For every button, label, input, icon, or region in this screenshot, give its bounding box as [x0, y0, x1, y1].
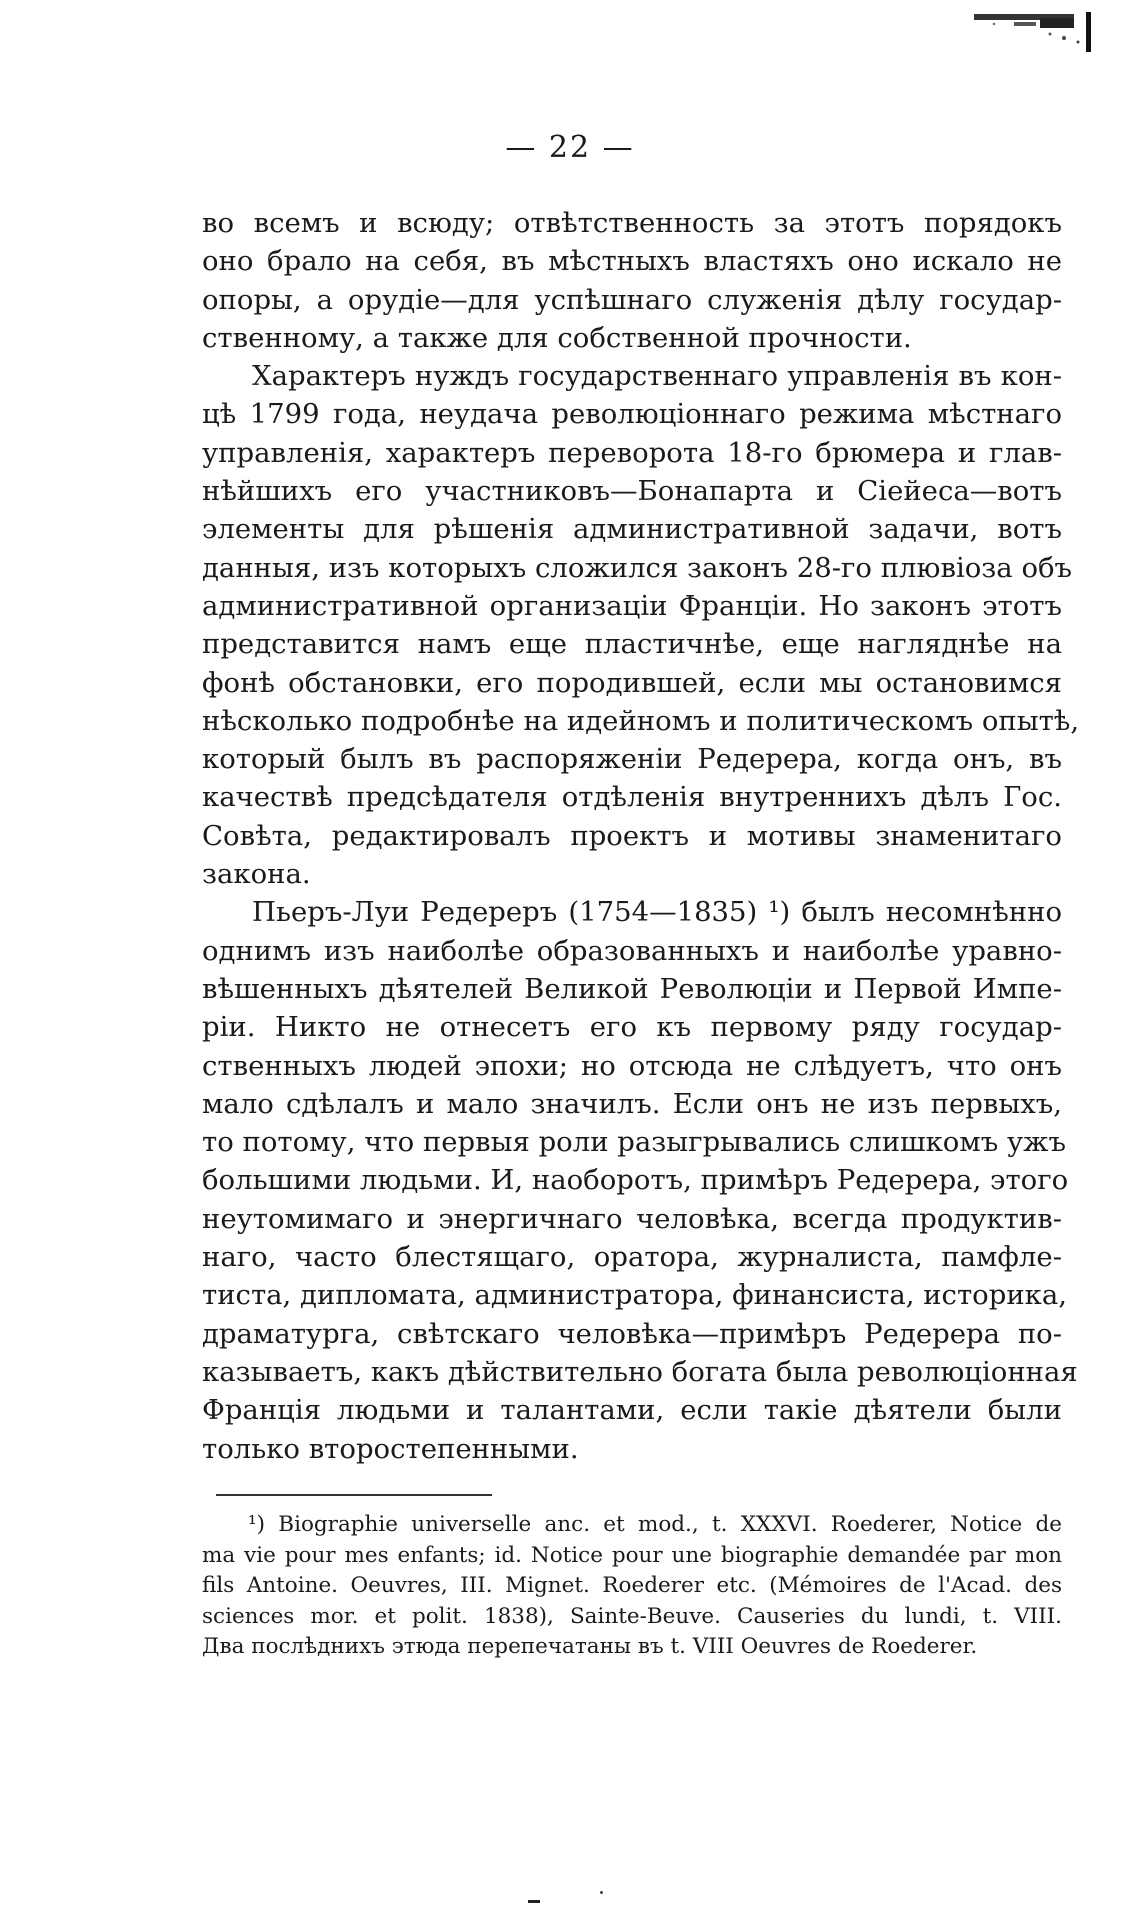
text-line: качествѣ предсѣдателя отдѣленiя внутреннихъ дѣлъ Гос.: [202, 781, 1062, 814]
text-line: элементы для рѣшенiя административной задачи, вотъ: [202, 513, 1062, 546]
text-line: который былъ въ распоряженiи Редерера, когда онъ, въ: [202, 743, 1062, 776]
text-line: закона.: [202, 858, 311, 891]
text-line: драматурга, свѣтскаго человѣка—примѣръ Редерера по-: [202, 1317, 1062, 1350]
text-line: тиста, дипломата, администратора, финансиста, историка,: [202, 1279, 1067, 1312]
text-line: управленiя, характеръ переворота 18-го брюмера и глав-: [202, 436, 1062, 469]
paragraph-1: [202, 204, 1062, 357]
text-line: фонѣ обстановки, его породившей, если мы остановимся: [202, 666, 1062, 699]
text-line: Совѣта, редактировалъ проектъ и мотивы знаменитаго: [202, 819, 1062, 852]
text-line: данныя, изъ которыхъ сложился законъ 28-го плювiоза объ: [202, 551, 1073, 584]
text-line: нѣйшихъ его участниковъ—Бонапарта и Сiейеса—вотъ: [202, 475, 1062, 508]
scan-artifact-smudge: [954, 8, 1104, 52]
footnote-line: sciences mor. et polit. 1838), Sainte-Beuve. Causeries du lundi, t. VIII.: [202, 1603, 1062, 1629]
text-line: казываетъ, какъ дѣйствительно богата была революцiонная: [202, 1355, 1078, 1388]
text-line: Характеръ нуждъ государственнаго управленiя въ кон-: [252, 360, 1062, 393]
footnote-line: ma vie pour mes enfants; id. Notice pour une biographie demandée par mon: [202, 1542, 1062, 1568]
text-line: наго, часто блестящаго, оратора, журналиста, памфле-: [202, 1241, 1062, 1274]
text-line: мало сдѣлалъ и мало значилъ. Если онъ не изъ первыхъ,: [202, 1087, 1062, 1120]
text-line: неутомимаго и энергичнаго человѣка, всегда продуктив-: [202, 1202, 1062, 1235]
footnote-line: fils Antoine. Oeuvres, III. Mignet. Roederer etc. (Mémoires de l'Acad. des: [202, 1573, 1062, 1598]
page-number: — 22 —: [505, 130, 635, 165]
text-line: ственныхъ людей эпохи; но отсюда не слѣдуетъ, что онъ: [202, 1049, 1062, 1082]
footnote: [202, 1510, 1062, 1663]
body-text: [202, 204, 1080, 1468]
text-line: оно брало на себя, въ мѣстныхъ властяхъ оно искало не: [202, 245, 1062, 278]
text-line: то потому, что первыя роли разыгрывались слишкомъ ужъ: [202, 1126, 1066, 1159]
text-line: Францiя людьми и талантами, если такiе дѣятели были: [202, 1394, 1062, 1427]
paragraph-2: [202, 357, 1080, 893]
text-line: административной организацiи Францiи. Но законъ этотъ: [202, 589, 1062, 622]
text-line: цѣ 1799 года, неудача революцiоннаго режима мѣстнаго: [202, 398, 1062, 431]
text-line: Пьеръ-Луи Редереръ (1754—1835) ¹) былъ несомнѣнно: [252, 896, 1062, 929]
text-line: рiи. Никто не отнесетъ его къ первому ряду государ-: [202, 1011, 1062, 1044]
text-line: нѣсколько подробнѣе на идейномъ и политическомъ опытѣ,: [202, 704, 1080, 737]
footnote-line: ¹) Biographie universelle anc. et mod., t. XXXVI. Roederer, Notice de: [248, 1512, 1062, 1537]
footnote-separator: [216, 1494, 492, 1496]
footnote-line: Два послѣднихъ этюда перепечатаны въ t. VIII Oeuvres de Roederer.: [202, 1634, 978, 1659]
text-line: только второстепенными.: [202, 1432, 579, 1465]
scan-artifact-dot: [600, 1891, 603, 1894]
text-line: во всемъ и всюду; отвѣтственность за этотъ порядокъ: [202, 207, 1062, 239]
scan-artifact-mark: [528, 1900, 540, 1903]
text-line: представится намъ еще пластичнѣе, еще нагляднѣе на: [202, 628, 1062, 661]
text-line: опоры, а орудiе—для успѣшнаго служенiя дѣлу государ-: [202, 283, 1062, 316]
text-line: однимъ изъ наиболѣе образованныхъ и наиболѣе уравно-: [202, 934, 1062, 967]
paragraph-3: [202, 893, 1078, 1467]
text-line: ственному, а также для собственной прочности.: [202, 321, 912, 354]
text-line: вѣшенныхъ дѣятелей Великой Революцiи и Первой Импе-: [202, 972, 1062, 1005]
text-line: большими людьми. И, наоборотъ, примѣръ Редерера, этого: [202, 1164, 1069, 1197]
